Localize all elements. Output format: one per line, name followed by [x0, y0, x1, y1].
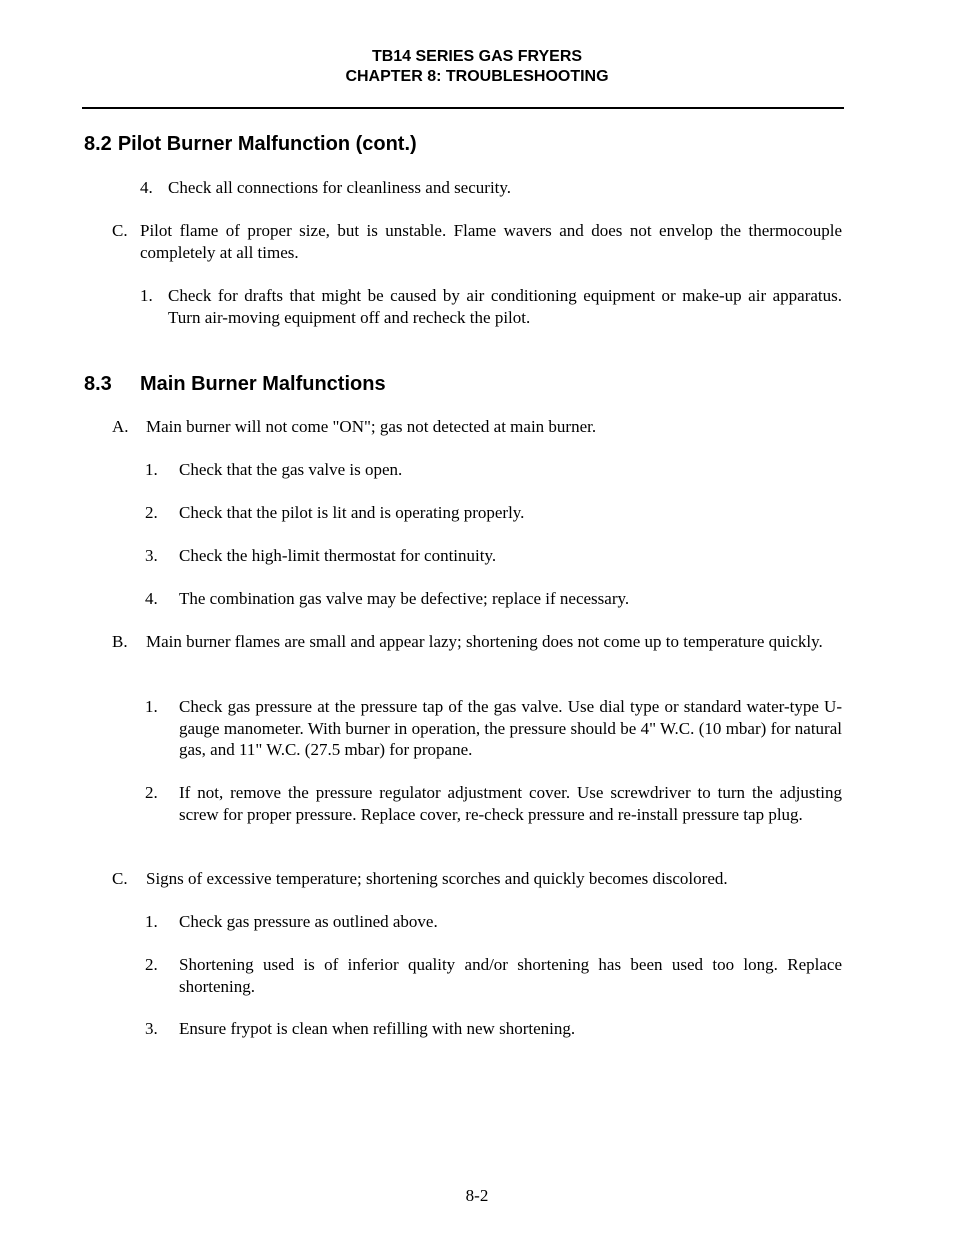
list-item	[112, 416, 842, 438]
list-item	[112, 220, 842, 263]
list-text: Check gas pressure as outlined above.	[179, 912, 438, 931]
list-text: Check the high-limit thermostat for continuity.	[179, 546, 497, 565]
list-text: Check for drafts that might be caused by air conditioning equipment or make-up air apparatus. Turn air-moving equipment off and recheck the pilot.	[168, 286, 842, 327]
list-marker: 4.	[140, 178, 153, 197]
page-number: 8-2	[465, 1186, 489, 1205]
header-title: TB14 SERIES GAS FRYERS	[371, 48, 583, 65]
list-text: The combination gas valve may be defective; replace if necessary.	[179, 589, 630, 608]
section-8-3-heading	[84, 372, 386, 396]
list-text: Check that the pilot is lit and is operating properly.	[179, 503, 525, 522]
list-marker: 1.	[145, 912, 158, 931]
list-item	[112, 631, 842, 653]
list-item	[112, 868, 842, 890]
list-marker: 1.	[145, 697, 158, 716]
header-chapter: CHAPTER 8: TROUBLESHOOTING	[345, 68, 609, 85]
list-item	[145, 1018, 842, 1040]
list-item	[145, 588, 842, 610]
header-divider	[82, 107, 844, 109]
list-marker: A.	[112, 417, 129, 436]
list-marker: 2.	[145, 955, 158, 974]
list-item	[145, 954, 842, 997]
list-text: Ensure frypot is clean when refilling with new shortening.	[179, 1019, 576, 1038]
list-text: If not, remove the pressure regulator adjustment cover. Use screwdriver to turn the adjusting screw for proper pressure. Replace cover, re-check pressure and re-install pressure tap plug.	[179, 783, 842, 824]
section-title: Pilot Burner Malfunction (cont.)	[117, 133, 417, 155]
list-item	[145, 545, 842, 567]
list-marker: B.	[112, 632, 128, 651]
list-text: Shortening used is of inferior quality and/or shortening has been used too long. Replace shortening.	[179, 955, 842, 996]
list-item	[145, 502, 842, 524]
list-marker: 1.	[140, 286, 153, 305]
section-number: 8.3	[84, 373, 112, 395]
list-marker: 3.	[145, 546, 158, 565]
section-number: 8.2	[84, 133, 112, 155]
section-title: Main Burner Malfunctions	[140, 373, 386, 395]
list-text: Signs of excessive temperature; shortening scorches and quickly becomes discolored.	[146, 869, 728, 888]
list-marker: 4.	[145, 589, 158, 608]
list-item	[145, 782, 842, 825]
list-marker: C.	[112, 221, 128, 240]
list-item	[145, 911, 842, 933]
list-text: Check gas pressure at the pressure tap of the gas valve. Use dial type or standard water-type U-gauge manometer. With burner in operation, the pressure should be 4" W.C. (10 mbar) for natural gas, and 11" W.C. (27.5 mbar) for propane.	[179, 697, 842, 759]
list-item	[140, 285, 842, 328]
list-marker: 1.	[145, 460, 158, 479]
list-text: Check that the gas valve is open.	[179, 460, 403, 479]
section-8-2-heading	[84, 132, 417, 156]
list-item	[145, 696, 842, 761]
list-item	[145, 459, 842, 481]
list-text: Check all connections for cleanliness and security.	[168, 178, 512, 197]
list-marker: C.	[112, 869, 128, 888]
list-item	[140, 177, 842, 199]
list-text: Pilot flame of proper size, but is unstable. Flame wavers and does not envelop the thermocouple completely at all times.	[140, 221, 842, 262]
list-marker: 2.	[145, 503, 158, 522]
list-marker: 2.	[145, 783, 158, 802]
list-text: Main burner flames are small and appear lazy; shortening does not come up to temperature quickly.	[146, 632, 823, 651]
list-text: Main burner will not come "ON"; gas not detected at main burner.	[146, 417, 597, 436]
list-marker: 3.	[145, 1019, 158, 1038]
